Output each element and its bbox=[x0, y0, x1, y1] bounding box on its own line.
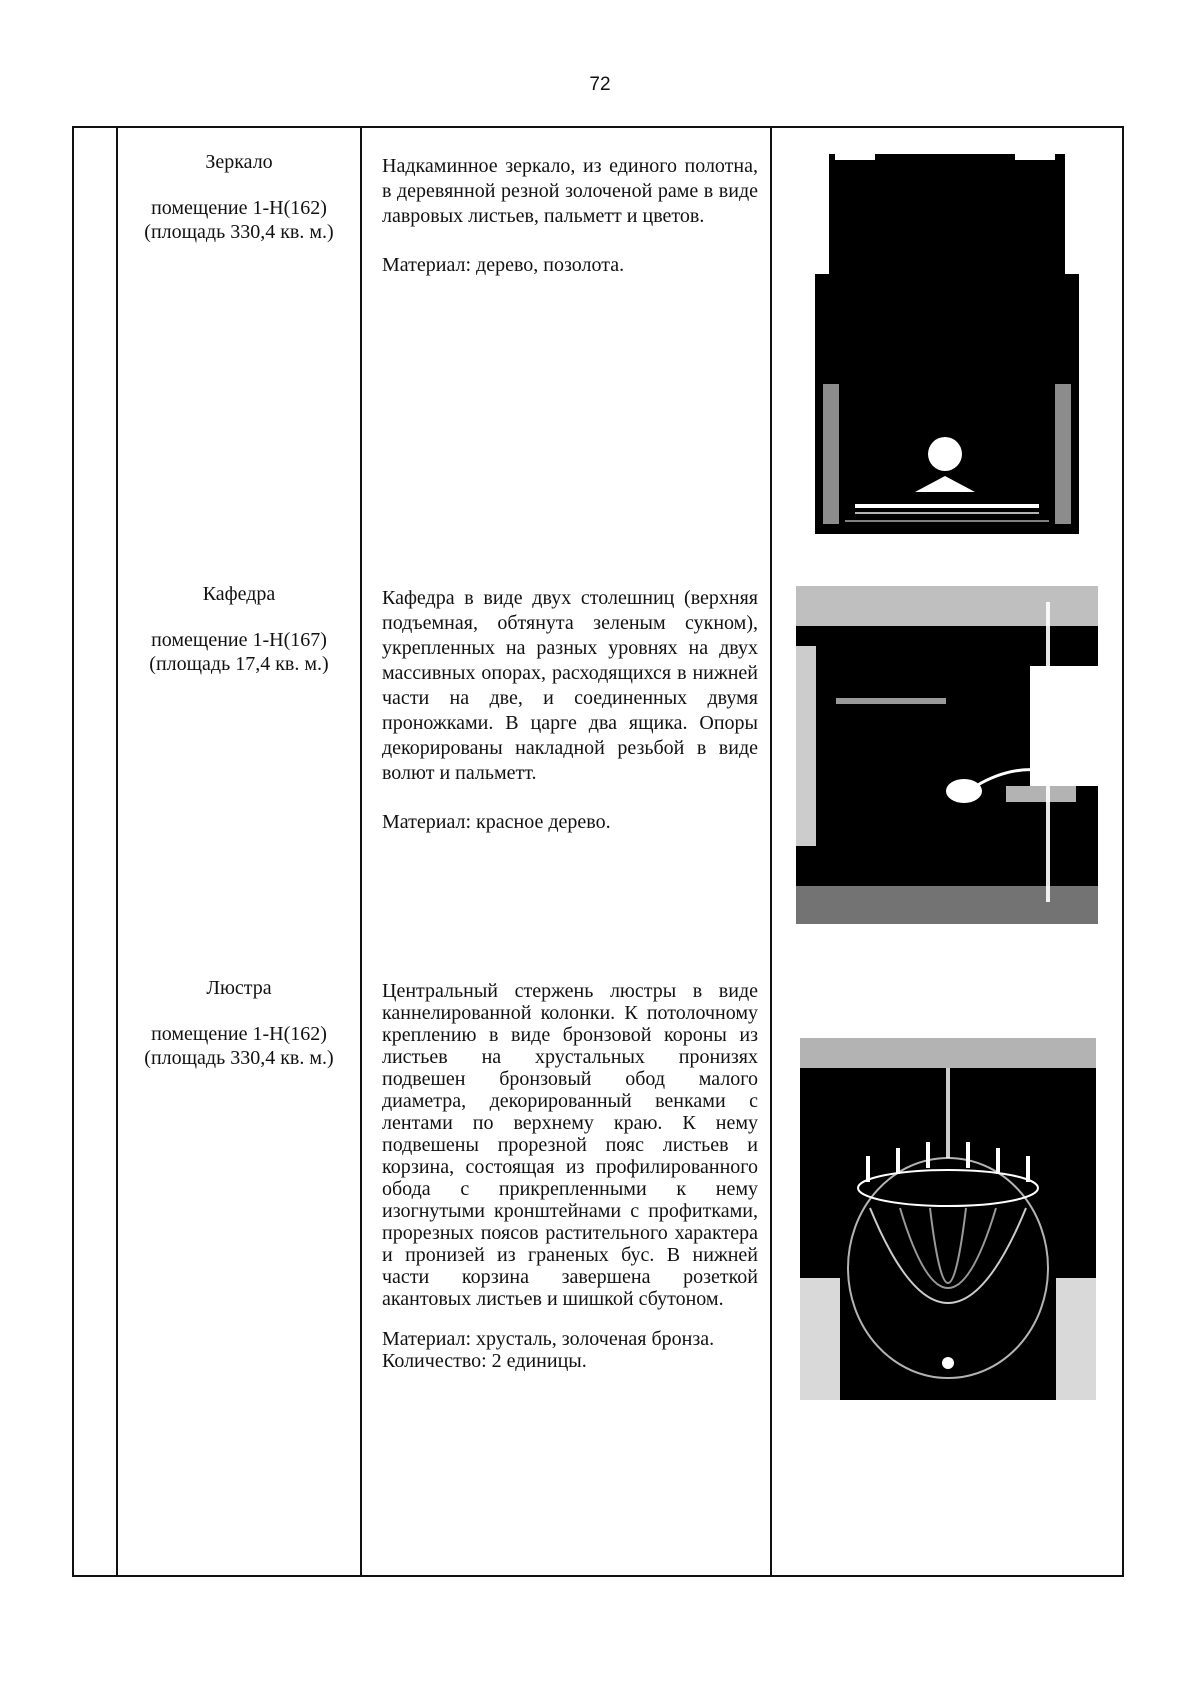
lectern-photo-icon bbox=[796, 586, 1098, 924]
item-description: Надкаминное зеркало, из единого полотна, в деревянной резной золоченой раме в виде лавровых листьев, пальметт и цветов. bbox=[382, 155, 758, 227]
item-description-cell bbox=[382, 980, 758, 1372]
item-material: Материал: хрусталь, золоченая бронза. bbox=[382, 1328, 715, 1350]
item-description: Кафедра в виде двух столешниц (верхняя подъемная, обтянута зеленым сукном), укрепленных на разных уровнях на двух массивных опорах, расходящихся в нижней части на две, и соединенных двумя проножками. В царге два ящика. Опоры декорированы накладной резьбой в виде волют и пальметт. bbox=[382, 587, 758, 784]
item-description-cell bbox=[382, 586, 758, 835]
page-number: 72 bbox=[589, 74, 611, 95]
column-divider bbox=[116, 128, 118, 1575]
item-name-cell bbox=[118, 582, 360, 676]
item-name-cell bbox=[118, 976, 360, 1070]
item-quantity: Количество: 2 единицы. bbox=[382, 1350, 587, 1372]
mirror-photo-icon bbox=[815, 154, 1079, 534]
item-name-cell bbox=[118, 150, 360, 244]
item-material: Материал: красное дерево. bbox=[382, 811, 611, 833]
item-description: Центральный стержень люстры в виде каннелированной колонки. К потолочному креплению в виде бронзовой короны из листьев на хрустальных пронизях подвешен бронзовый обод малого диаметра, декорированный венками с лентами по верхнему краю. К нему подвешены прорезной пояс листьев и корзина, состоящая из профилированного обода с прикрепленными к нему изогнутыми кронштейнами с профитками, прорезных поясов растительного характера и пронизей из граненых бус. В нижней части корзина завершена розеткой акантовых листьев и шишкой сбутоном. bbox=[382, 980, 758, 1310]
mirror-photo bbox=[815, 154, 1079, 534]
item-description-cell bbox=[382, 154, 758, 278]
chandelier-photo-icon bbox=[800, 1038, 1096, 1400]
column-divider bbox=[770, 128, 772, 1575]
item-room: помещение 1-Н(162) (площадь 330,4 кв. м.) bbox=[144, 197, 334, 243]
item-room: помещение 1-Н(162) (площадь 330,4 кв. м.) bbox=[144, 1023, 334, 1069]
item-material: Материал: дерево, позолота. bbox=[382, 254, 625, 276]
item-title: Люстра bbox=[206, 977, 272, 999]
lectern-photo bbox=[796, 586, 1098, 924]
item-title: Кафедра bbox=[202, 583, 276, 605]
column-divider bbox=[360, 128, 362, 1575]
objects-table bbox=[72, 126, 1124, 1577]
item-room: помещение 1-Н(167) (площадь 17,4 кв. м.) bbox=[149, 629, 329, 675]
item-title: Зеркало bbox=[205, 151, 273, 173]
chandelier-photo bbox=[800, 1038, 1096, 1400]
